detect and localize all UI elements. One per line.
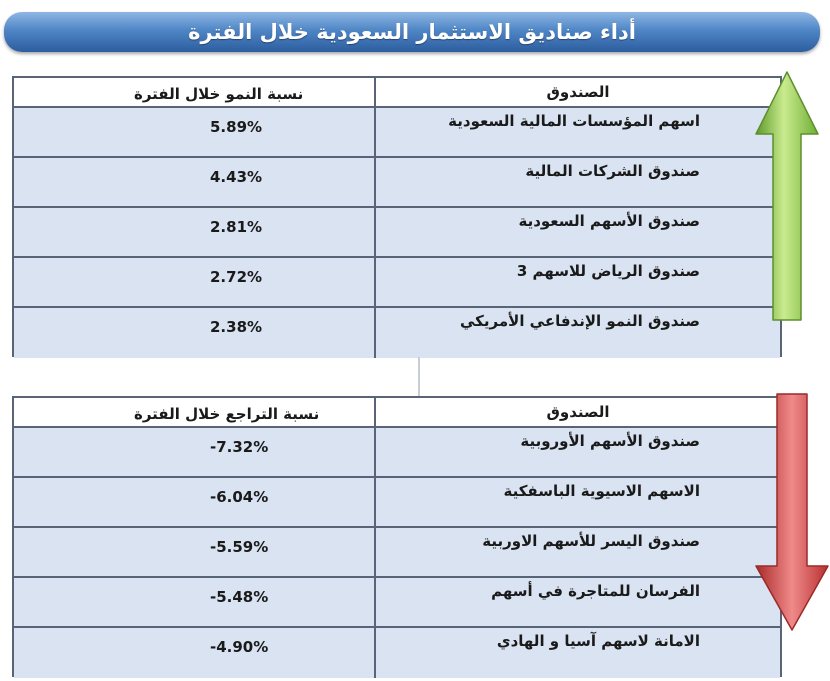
- header-fund: الصندوق: [374, 398, 780, 426]
- table-row: [14, 428, 780, 478]
- fund-name: صندوق الرياض للاسهم 3: [374, 258, 780, 308]
- fund-name: صندوق النمو الإندفاعي الأمريكي: [374, 308, 780, 358]
- decline-table: [12, 396, 782, 677]
- decline-value: -4.90%: [14, 628, 374, 678]
- fund-name: صندوق الأسهم الأوروبية: [374, 428, 780, 478]
- table-row: [14, 478, 780, 528]
- decline-value: -5.59%: [14, 528, 374, 578]
- table-row: [14, 258, 780, 308]
- fund-name: صندوق الأسهم السعودية: [374, 208, 780, 258]
- header-growth-rate: نسبة النمو خلال الفترة: [134, 85, 304, 103]
- growth-value: 4.43%: [14, 158, 374, 208]
- growth-value: 5.89%: [14, 108, 374, 158]
- table-row: [14, 578, 780, 628]
- fund-name: الفرسان للمتاجرة في أسهم: [374, 578, 780, 628]
- header-fund: الصندوق: [374, 78, 780, 106]
- growth-value: 2.72%: [14, 258, 374, 308]
- table-row: [14, 308, 780, 358]
- fund-name: اسهم المؤسسات المالية السعودية: [374, 108, 780, 158]
- up-arrow-icon: [754, 70, 820, 322]
- table-row: [14, 628, 780, 678]
- divider: [418, 357, 420, 396]
- growth-value: 2.81%: [14, 208, 374, 258]
- fund-name: الاسهم الاسيوية الباسفكية: [374, 478, 780, 528]
- growth-table: [12, 76, 782, 357]
- decline-value: -5.48%: [14, 578, 374, 628]
- table-row: [14, 108, 780, 158]
- down-arrow-icon: [754, 392, 830, 632]
- table-row: [14, 208, 780, 258]
- fund-name: الامانة لاسهم آسيا و الهادي: [374, 628, 780, 678]
- fund-name: صندوق اليسر للأسهم الاوربية: [374, 528, 780, 578]
- growth-value: 2.38%: [14, 308, 374, 358]
- table-header: [14, 78, 780, 108]
- fund-name: صندوق الشركات المالية: [374, 158, 780, 208]
- table-row: [14, 158, 780, 208]
- table-header: [14, 398, 780, 428]
- header-decline-rate: نسبة التراجع خلال الفترة: [134, 405, 320, 423]
- table-row: [14, 528, 780, 578]
- decline-value: -7.32%: [14, 428, 374, 478]
- page-title: أداء صناديق الاستثمار السعودية خلال الفترة: [4, 12, 820, 52]
- decline-value: -6.04%: [14, 478, 374, 528]
